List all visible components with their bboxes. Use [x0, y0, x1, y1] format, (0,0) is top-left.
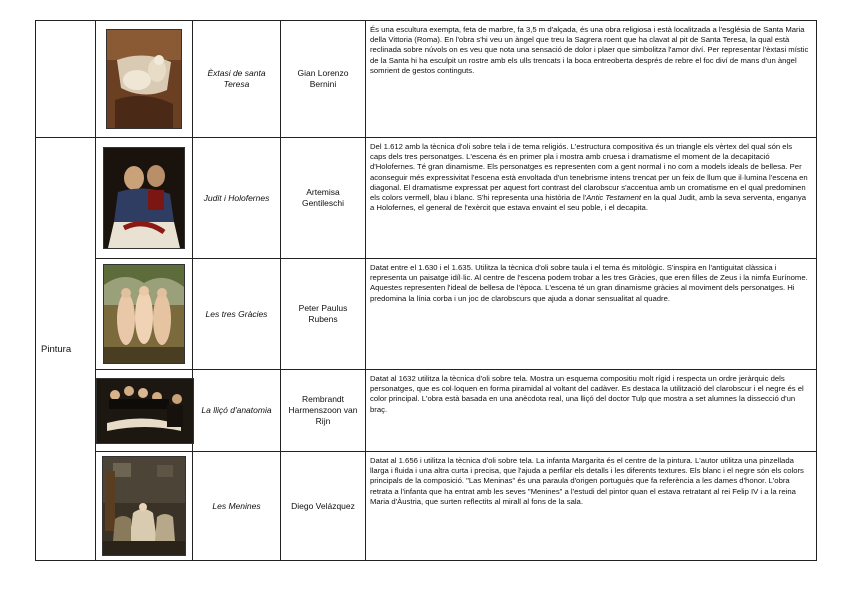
- artist-cell: Gian Lorenzo Bernini: [281, 21, 366, 138]
- artwork-thumbnail-tres-gracies: [103, 264, 185, 364]
- title-cell: Èxtasi de santa Teresa: [193, 21, 281, 138]
- description-cell: Datat al 1.656 i utilitza la tècnica d'oli sobre tela. La infanta Margarita és el centre de la pintura. L'autor utilitza una pinzellada llarga i fluida i una altra curta i precisa, que l'ajuda a perfilar els detalls i les diferents textures. Els blanc i el negre són els colors principals de la composició. "Las Meninas" és una paraula d'origen portuguès que fa referència a les dames d'honor. L'obra retrata a l'infanta que ha entrat amb les seves "Menines" a l'estudi del pintor quan el estava retratant al rei Felip IV i a la reina Maria d'Àustria, que surten reflectits al mirall al fons de la sala.: [366, 452, 817, 561]
- description-italic-text: Antic Testament: [586, 193, 642, 203]
- table-row: [36, 370, 817, 452]
- title-cell: Judit i Holofernes: [193, 138, 281, 259]
- artwork-thumbnail-judit: [103, 147, 185, 249]
- description-cell: Datat entre el 1.630 i el 1.635. Utilitza la tècnica d'oli sobre taula i el tema és mitològic. S'inspira en l'antiguitat clàssica i representa un paisatge idíl·lic. Al centre de l'escena podem trobar a les tres Gràcies, que eren filles de Zeus i la nimfa Eurínome. Aquestes representen l'ideal de bellesa de l'època. L'escena té un gran dinamisme gràcies al moviment dels personatges. Hi predomina la línia corba i un joc de clarobscurs que ajuda a donar sensualitat al quadre.: [366, 259, 817, 370]
- title-cell: Les tres Gràcies: [193, 259, 281, 370]
- title-cell: La lliçó d'anatomia: [193, 370, 281, 452]
- title-cell: Les Menines: [193, 452, 281, 561]
- artworks-table: [35, 20, 817, 561]
- artwork-thumbnail-llico-anatomia: [96, 378, 194, 444]
- description-text: en la qual Judit, amb la seva serventa, enganya a Holofernes, el general de l'exèrcit que estava envaint el seu poble, i el decapita.: [370, 193, 806, 213]
- artwork-image-cell: [96, 259, 193, 370]
- description-text: Del 1.612 amb la tècnica d'oli sobre tela i de tema religiós. L'estructura compositiva és un triangle els vèrtex del qual són els caps dels tres personatges. L'escena és en primer pla i mostra amb cruesa i dramatisme el moment de la decapitació d'Holofernes. Té gran dinamisme. Els personatges es representen com a gent normal i no com a models ideals de bellesa. Per aconseguir més expressivitat l'escena està envoltada d'un tenebrisme intens trencat per un feix de llum que il·lumina l'escena en diagonal. El dramatisme expressat per aquest fort contrast del clarobscur s'accentua amb un cromatisme en el qual predominen els colors vermell, blau i blanc. S'hi representa una història de l': [370, 142, 808, 203]
- artist-cell: Artemisa Gentileschi: [281, 138, 366, 259]
- artwork-image-cell: [96, 138, 193, 259]
- artwork-thumbnail-menines: [102, 456, 186, 556]
- description-cell: És una escultura exempta, feta de marbre, fa 3,5 m d'alçada, és una obra religiosa i està localitzada a l'església de Santa Maria della Vittoria (Roma). En l'obra s'hi veu un àngel que treu la Sagrera roent que ha clavat al pit de Santa Teresa, la qual està reclinada sobre núvols on es veu que nota una sensació de dolor i plaer que simbolitza l'amor diví. Per representar l'èxtasi místic de la Santa hi ha esculpit un rostre amb els ulls trencats i la boca entreoberta després de rebre el foc diví de mans d'un àngel somrient de gestos continguts.: [366, 21, 817, 138]
- description-cell: Datat al 1632 utilitza la tècnica d'oli sobre tela. Mostra un esquema compositiu molt rígid i respecta un ordre jeràrquic dels personatges, que es col·loquen en forma piramidal al voltant del cadàver. Es destaca la utilització del clarobscur i el negre és el color principal. L'obra està basada en una anècdota real, una lliçó del doctor Tulp que mostra a set alumnes la dissecció d'un braç.: [366, 370, 817, 452]
- artwork-image-cell: [96, 21, 193, 138]
- table-row: [36, 452, 817, 561]
- artwork-image-cell: [96, 370, 193, 452]
- artist-cell: Rembrandt Harmenszoon van Rijn: [281, 370, 366, 452]
- artwork-image-cell: [96, 452, 193, 561]
- category-cell-pintura: Pintura: [36, 138, 96, 561]
- table-row: [36, 259, 817, 370]
- artist-cell: Diego Velázquez: [281, 452, 366, 561]
- artwork-thumbnail-extasi: [106, 29, 182, 129]
- table-row: [36, 138, 817, 259]
- table-row: [36, 21, 817, 138]
- description-cell: [366, 138, 817, 259]
- artist-cell: Peter Paulus Rubens: [281, 259, 366, 370]
- category-cell: [36, 21, 96, 138]
